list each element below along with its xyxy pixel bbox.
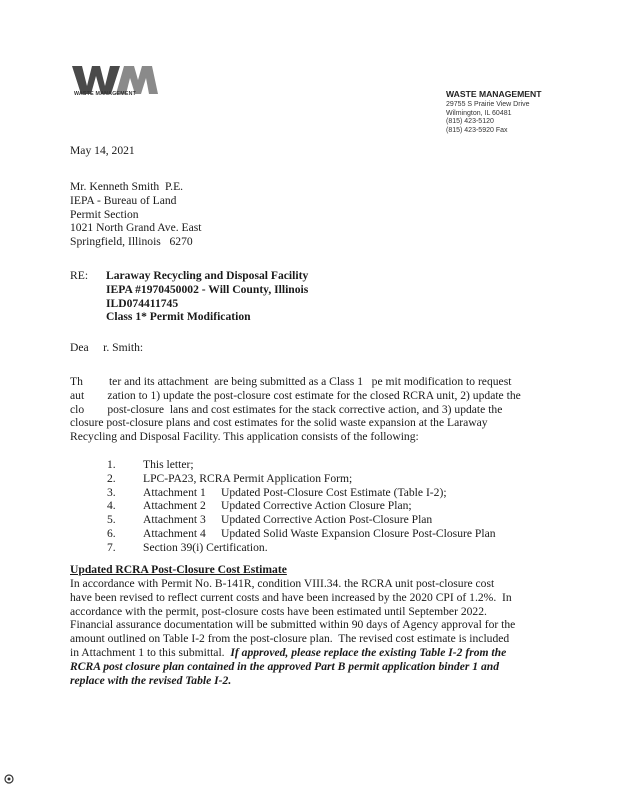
re-line: Class 1* Permit Modification (106, 310, 251, 324)
recipient-line: Permit Section (70, 207, 139, 221)
re-line: ILD074411745 (106, 296, 179, 310)
re-label: RE: (70, 269, 89, 282)
paragraph-line (70, 646, 515, 660)
paragraph-line: Financial assurance documentation will be submitted within 90 days of Agency approval for the (70, 618, 516, 632)
paragraph-line: closure post-closure plans and cost estimates for the solid waste expansion at the Laraway (70, 416, 488, 430)
emphasis-line: RCRA post closure plan contained in the approved Part B permit application binder 1 and (70, 659, 500, 673)
logo-subtitle: WASTE MANAGEMENT (74, 91, 137, 97)
item-text: Updated Solid Waste Expansion Closure Post-Closure Plan (221, 526, 496, 540)
list-item (107, 472, 496, 486)
paragraph-line: have been revised to reflect current costs and have been increased by the 2020 CPI of 1.2%. In (70, 590, 512, 604)
list-item (107, 499, 496, 513)
list-item (107, 458, 496, 472)
salutation: Dea r. Smith: (70, 341, 144, 354)
item-number: 1. (107, 458, 116, 471)
paragraph-line: Recycling and Disposal Facility. This application consists of the following: (70, 430, 419, 444)
recipient-line: IEPA - Bureau of Land (70, 193, 177, 207)
paragraph-line: aut zation to 1) update the post-closure cost estimate for the closed RCRA unit, 2) update the (70, 388, 521, 402)
emphasis-line: replace with the revised Table I-2. (70, 673, 232, 687)
company-address (446, 101, 530, 135)
fax: (815) 423-5920 Fax (446, 126, 508, 134)
paragraph-line: clo post-closure lans and cost estimates for the stack corrective action, and 3) update the (70, 402, 503, 416)
item-attachment: Attachment 3 (143, 513, 206, 527)
plain-text: in Attachment 1 to this submittal. (70, 645, 231, 659)
section-heading: Updated RCRA Post-Closure Cost Estimate (70, 563, 287, 576)
paragraph-line: In accordance with Permit No. B-141R, condition VIII.34. the RCRA unit post-closure cost (70, 577, 495, 590)
item-number: 4. (107, 499, 116, 513)
recipient-line: 1021 North Grand Ave. East (70, 221, 202, 235)
item-text: Updated Corrective Action Post-Closure Plan (221, 513, 433, 527)
recipient-line: Mr. Kenneth Smith P.E. (70, 180, 184, 193)
recipient-line: Springfield, Illinois 6270 (70, 235, 193, 249)
item-number: 6. (107, 526, 116, 540)
paragraph-line: Th ter and its attachment are being submitted as a Class 1 pe mit modification to request (70, 375, 512, 388)
section-paragraph (70, 577, 515, 687)
address-line: Wilmington, IL 60481 (446, 109, 512, 117)
phone: (815) 423-5120 (446, 118, 494, 125)
item-text: LPC-PA23, RCRA Permit Application Form; (143, 471, 353, 485)
item-text: Section 39(i) Certification. (143, 540, 268, 554)
item-attachment: Attachment 4 (143, 526, 206, 540)
list-item (107, 527, 496, 541)
list-item (107, 486, 496, 500)
recycle-icon (4, 774, 14, 784)
company-name: WASTE MANAGEMENT (446, 89, 542, 99)
item-text: Updated Post-Closure Cost Estimate (Table I-2); (221, 485, 447, 499)
item-number: 2. (107, 471, 116, 485)
emphasis-text: If approved, please replace the existing Table I-2 from the (230, 645, 507, 659)
intro-paragraph (70, 375, 521, 444)
item-number: 3. (107, 485, 116, 499)
item-attachment: Attachment 2 (143, 499, 206, 513)
list-item (107, 513, 496, 527)
re-line: Laraway Recycling and Disposal Facility (106, 269, 309, 282)
re-block (106, 269, 308, 324)
item-number: 5. (107, 513, 116, 527)
item-number: 7. (107, 540, 116, 554)
paragraph-line: amount outlined on Table I-2 from the post-closure plan. The revised cost estimate is included (70, 632, 510, 646)
list-item (107, 541, 496, 555)
re-line: IEPA #1970450002 - Will County, Illinois (106, 282, 309, 296)
address-line: 29755 S Prairie View Drive (446, 101, 530, 108)
paragraph-line: accordance with the permit, post-closure costs have been estimated until September 2022. (70, 604, 487, 618)
letter-date: May 14, 2021 (70, 144, 135, 157)
item-text: Updated Corrective Action Closure Plan; (221, 499, 412, 513)
item-attachment: Attachment 1 (143, 485, 206, 499)
contents-list (107, 458, 496, 555)
item-text: This letter; (143, 458, 194, 471)
recipient-address (70, 180, 201, 249)
